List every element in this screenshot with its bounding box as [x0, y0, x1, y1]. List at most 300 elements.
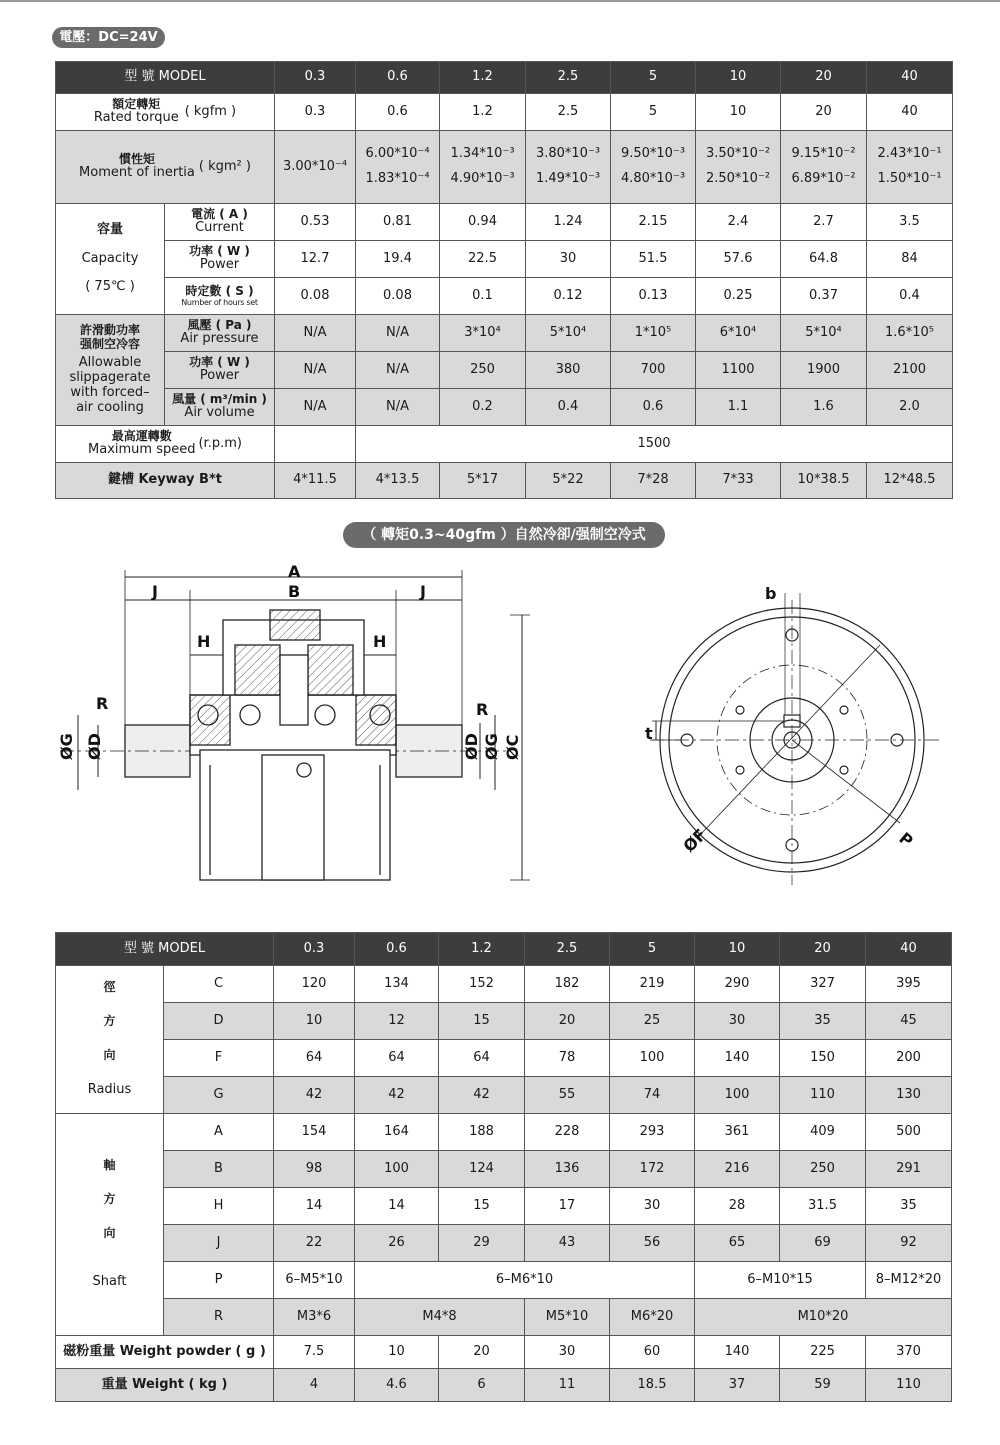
cell: 10*38.5	[781, 463, 867, 499]
dim-r-left: R	[96, 694, 109, 713]
cell: 42	[439, 1077, 525, 1114]
model-col: 1.2	[440, 62, 526, 94]
cell: M10*20	[695, 1299, 952, 1336]
model-col: 0.3	[274, 933, 355, 966]
cell: 154	[274, 1114, 355, 1151]
cell: 8–M12*20	[866, 1262, 952, 1299]
cell: 136	[525, 1151, 610, 1188]
voltage-badge: 電壓：DC=24V	[52, 27, 165, 48]
unit: ( kgm² )	[198, 158, 251, 174]
label-en: Rated torque	[93, 110, 179, 126]
spec-table	[55, 61, 953, 499]
cell: 1500	[356, 426, 953, 463]
cell: 5	[611, 94, 696, 131]
row-label: D	[164, 1003, 274, 1040]
label-en: Current	[195, 220, 244, 236]
label-cn: 方	[103, 1014, 116, 1029]
cell: 1*10⁵	[611, 315, 696, 352]
cooling-badge: （ 轉矩0.3~40gfm ）自然冷卻/强制空冷式	[343, 522, 665, 548]
cell: 57.6	[696, 241, 781, 278]
cell: 172	[610, 1151, 695, 1188]
label-cn: 慣性矩	[118, 151, 155, 166]
cell: 29	[439, 1225, 525, 1262]
label-en: Capacity	[81, 250, 139, 266]
cell: 15	[439, 1003, 525, 1040]
cell-empty	[275, 426, 356, 463]
unit: (r.p.m)	[198, 435, 242, 451]
top-rule	[0, 0, 1000, 2]
label-en: Shaft	[92, 1273, 127, 1289]
cell: 225	[780, 1336, 866, 1369]
cell: N/A	[275, 389, 356, 426]
keyway-row	[56, 463, 953, 499]
cell: 14	[355, 1188, 439, 1225]
label-en: Moment of inertia	[79, 165, 195, 181]
cell	[611, 131, 696, 204]
row-weight	[56, 1369, 952, 1402]
cell: 2.5	[526, 94, 611, 131]
cell: 64	[439, 1040, 525, 1077]
slippage-label	[56, 315, 165, 426]
cell: 15	[439, 1188, 525, 1225]
cell: 30	[610, 1188, 695, 1225]
cell: 17	[525, 1188, 610, 1225]
label-cn: 時定數 ( S )	[185, 283, 254, 298]
label-en: Radius	[87, 1081, 132, 1097]
cell: N/A	[275, 352, 356, 389]
cell: 0.1	[440, 278, 526, 315]
row-a	[56, 1114, 952, 1151]
cell: 64	[355, 1040, 439, 1077]
cell: 7*28	[611, 463, 696, 499]
cell: 100	[610, 1040, 695, 1077]
cell: 42	[355, 1077, 439, 1114]
dim-c: ØC	[503, 734, 522, 760]
capacity-label	[56, 204, 165, 315]
air-pressure-row	[56, 315, 953, 352]
keyway-label: 鍵槽 Keyway B*t	[56, 463, 275, 499]
label-cn: 功率 ( W )	[189, 354, 250, 369]
cell: 228	[525, 1114, 610, 1151]
cell: 2.15	[611, 204, 696, 241]
cell: 5*10⁴	[526, 315, 611, 352]
cell: 37	[695, 1369, 780, 1402]
weight-label: 重量 Weight ( kg )	[56, 1369, 274, 1402]
sub-label	[165, 204, 275, 241]
cell: 6–M6*10	[355, 1262, 695, 1299]
front-view-labels	[645, 584, 917, 856]
cell: 25	[610, 1003, 695, 1040]
cell: 152	[439, 966, 525, 1003]
cell: 164	[355, 1114, 439, 1151]
model-header-row	[56, 62, 953, 94]
row-j	[56, 1225, 952, 1262]
label-cn: 風量 ( m³/min )	[172, 391, 267, 406]
cell: 0.6	[356, 94, 440, 131]
dim-j-right: J	[420, 582, 426, 601]
value-line: 2.50*10⁻²	[705, 171, 771, 186]
cell: 20	[439, 1336, 525, 1369]
cell	[781, 131, 867, 204]
cell: 500	[866, 1114, 952, 1151]
value-line: 3.00*10⁻⁴	[282, 158, 348, 174]
cell: 0.2	[440, 389, 526, 426]
row-weight-powder	[56, 1336, 952, 1369]
value-line: 1.50*10⁻¹	[877, 171, 942, 186]
cell: 188	[439, 1114, 525, 1151]
label-cn: 電流 ( A )	[191, 206, 248, 221]
cell: M6*20	[610, 1299, 695, 1336]
cell: 22.5	[440, 241, 526, 278]
label-en: Number of hours set	[181, 298, 258, 308]
cell: 2.0	[867, 389, 953, 426]
cell: 30	[526, 241, 611, 278]
cell: 1.6*10⁵	[867, 315, 953, 352]
radius-group-label	[56, 966, 164, 1114]
cell: 28	[695, 1188, 780, 1225]
cell: 18.5	[610, 1369, 695, 1402]
max-speed-row	[56, 426, 953, 463]
cell: 0.94	[440, 204, 526, 241]
value-line: 6.89*10⁻²	[791, 171, 856, 186]
cell: 124	[439, 1151, 525, 1188]
label-en: Allowable	[78, 354, 142, 370]
cell: 134	[355, 966, 439, 1003]
cell: 0.53	[275, 204, 356, 241]
model-col: 2.5	[525, 933, 610, 966]
row-label: J	[164, 1225, 274, 1262]
label-cn: 許滑動功率	[79, 323, 140, 338]
cell: 361	[695, 1114, 780, 1151]
value-line: 2.43*10⁻¹	[877, 146, 942, 162]
cell: 60	[610, 1336, 695, 1369]
row-label: C	[164, 966, 274, 1003]
label-en: air cooling	[76, 399, 144, 415]
technical-drawing	[40, 555, 970, 900]
cell: 10	[274, 1003, 355, 1040]
sub-label	[165, 278, 275, 315]
cell: 130	[866, 1077, 952, 1114]
value-line: 9.50*10⁻³	[620, 146, 686, 162]
weight-powder-label: 磁粉重量 Weight powder ( g )	[56, 1336, 274, 1369]
cell: 291	[866, 1151, 952, 1188]
cell: 20	[781, 94, 867, 131]
cell: 0.6	[611, 389, 696, 426]
cell: N/A	[356, 315, 440, 352]
cell: 110	[780, 1077, 866, 1114]
label-en: with forced–	[70, 384, 150, 400]
cell: 5*22	[526, 463, 611, 499]
cell: 250	[780, 1151, 866, 1188]
rated-torque-row	[56, 94, 953, 131]
cell: 65	[695, 1225, 780, 1262]
cell: 5*17	[440, 463, 526, 499]
value-line: 4.80*10⁻³	[620, 171, 686, 186]
hours-row	[56, 278, 953, 315]
cell: 0.4	[867, 278, 953, 315]
label-cn: 方	[103, 1192, 116, 1207]
row-b	[56, 1151, 952, 1188]
cell: 35	[866, 1188, 952, 1225]
row-label: B	[164, 1151, 274, 1188]
cell: 42	[274, 1077, 355, 1114]
cell: 98	[274, 1151, 355, 1188]
value-line: 1.49*10⁻³	[535, 171, 601, 186]
sub-label	[165, 389, 275, 426]
cell: 216	[695, 1151, 780, 1188]
cell: 409	[780, 1114, 866, 1151]
cell: 84	[867, 241, 953, 278]
model-col: 20	[781, 62, 867, 94]
cell: 4*11.5	[275, 463, 356, 499]
row-label: F	[164, 1040, 274, 1077]
cell	[356, 131, 440, 204]
dim-h-left: H	[197, 632, 211, 651]
cell: 69	[780, 1225, 866, 1262]
cell: 1.6	[781, 389, 867, 426]
row-g	[56, 1077, 952, 1114]
cell: 19.4	[356, 241, 440, 278]
value-line: 1.34*10⁻³	[450, 146, 515, 162]
cell	[275, 131, 356, 204]
sub-label	[165, 241, 275, 278]
dim-g-right: ØG	[482, 733, 501, 760]
cell	[696, 131, 781, 204]
cell	[526, 131, 611, 204]
dim-j-left: J	[152, 582, 158, 601]
model-col: 40	[866, 933, 952, 966]
cell: 2.7	[781, 204, 867, 241]
label-cn: 最高運轉數	[111, 428, 172, 443]
cell: M5*10	[525, 1299, 610, 1336]
cell: 35	[780, 1003, 866, 1040]
cell	[867, 131, 953, 204]
cell: 12	[355, 1003, 439, 1040]
row-label: H	[164, 1188, 274, 1225]
cell: 4*13.5	[356, 463, 440, 499]
side-view	[60, 570, 530, 880]
cell: 55	[525, 1077, 610, 1114]
cell: 250	[440, 352, 526, 389]
cell: 0.81	[356, 204, 440, 241]
dim-p: P	[895, 828, 917, 851]
dim-t: t	[645, 724, 653, 743]
label-cn: 徑	[103, 980, 116, 995]
dim-a: A	[288, 562, 301, 581]
rated-torque-label	[56, 94, 275, 131]
label-cn: 向	[103, 1225, 116, 1240]
cell: 4.6	[355, 1369, 439, 1402]
cell: 0.3	[275, 94, 356, 131]
cell: 140	[695, 1336, 780, 1369]
cell: 1.2	[440, 94, 526, 131]
row-p	[56, 1262, 952, 1299]
cell: 92	[866, 1225, 952, 1262]
cell: M4*8	[355, 1299, 525, 1336]
dim-b-small: b	[765, 584, 777, 603]
cell: 22	[274, 1225, 355, 1262]
dim-r-right: R	[476, 700, 489, 719]
value-line: 1.83*10⁻⁴	[365, 171, 430, 186]
model-col: 1.2	[439, 933, 525, 966]
cell: 3*10⁴	[440, 315, 526, 352]
inertia-label	[56, 131, 275, 204]
model-col: 0.3	[275, 62, 356, 94]
cell: 10	[355, 1336, 439, 1369]
label-cn: 額定轉矩	[112, 96, 161, 111]
label-cn: 容量	[96, 221, 123, 237]
label-en: Maximum speed	[88, 442, 196, 458]
cell: M3*6	[274, 1299, 355, 1336]
row-d	[56, 1003, 952, 1040]
cell: N/A	[356, 389, 440, 426]
value-line: 3.80*10⁻³	[535, 146, 601, 162]
model-col: 2.5	[526, 62, 611, 94]
cell: 1.1	[696, 389, 781, 426]
dim-h-right: H	[373, 632, 387, 651]
model-col: 10	[695, 933, 780, 966]
model-col: 20	[780, 933, 866, 966]
cell: 6–M10*15	[695, 1262, 866, 1299]
cell: 380	[526, 352, 611, 389]
cell: 182	[525, 966, 610, 1003]
model-col: 5	[611, 62, 696, 94]
air-volume-row	[56, 389, 953, 426]
dim-d-right: ØD	[462, 733, 481, 760]
model-col: 5	[610, 933, 695, 966]
cell: 100	[355, 1151, 439, 1188]
cell: 219	[610, 966, 695, 1003]
value-line: 6.00*10⁻⁴	[365, 146, 430, 162]
cell: 12*48.5	[867, 463, 953, 499]
row-h	[56, 1188, 952, 1225]
model-header-row	[56, 933, 952, 966]
cell: 327	[780, 966, 866, 1003]
row-label: G	[164, 1077, 274, 1114]
power-row	[56, 241, 953, 278]
cell: 43	[525, 1225, 610, 1262]
cell: 395	[866, 966, 952, 1003]
model-col: 10	[696, 62, 781, 94]
cell: N/A	[356, 352, 440, 389]
cell: 370	[866, 1336, 952, 1369]
model-header: 型 號 MODEL	[56, 62, 275, 94]
cell: 6–M5*10	[274, 1262, 355, 1299]
cell: 26	[355, 1225, 439, 1262]
cell: 64.8	[781, 241, 867, 278]
cell: 150	[780, 1040, 866, 1077]
model-header: 型 號 MODEL	[56, 933, 274, 966]
label-temp: ( 75℃ )	[85, 279, 135, 295]
cell: 6	[439, 1369, 525, 1402]
cell: N/A	[275, 315, 356, 352]
cell: 0.12	[526, 278, 611, 315]
cell: 7.5	[274, 1336, 355, 1369]
label-cn: 强制空冷容	[79, 337, 140, 352]
cell: 3.5	[867, 204, 953, 241]
dim-d-left: ØD	[85, 733, 104, 760]
cell: 0.4	[526, 389, 611, 426]
model-col: 0.6	[356, 62, 440, 94]
shaft-group-label	[56, 1114, 164, 1336]
inertia-row	[56, 131, 953, 204]
label-en: Air volume	[184, 405, 255, 421]
cell: 4	[274, 1369, 355, 1402]
cell: 7*33	[696, 463, 781, 499]
cell: 51.5	[611, 241, 696, 278]
cell: 100	[695, 1077, 780, 1114]
max-speed-label	[56, 426, 275, 463]
cell: 30	[525, 1336, 610, 1369]
current-row	[56, 204, 953, 241]
label-cn: 軸	[103, 1158, 116, 1173]
cell: 0.37	[781, 278, 867, 315]
cell: 10	[696, 94, 781, 131]
label-cn: 風壓 ( Pa )	[187, 317, 252, 332]
cell: 1900	[781, 352, 867, 389]
dim-f: ØF	[679, 825, 711, 856]
cell: 140	[695, 1040, 780, 1077]
dim-b: B	[288, 582, 301, 601]
cell: 293	[610, 1114, 695, 1151]
row-f	[56, 1040, 952, 1077]
cell: 30	[695, 1003, 780, 1040]
cell: 0.13	[611, 278, 696, 315]
cell: 290	[695, 966, 780, 1003]
cell: 0.25	[696, 278, 781, 315]
cell: 700	[611, 352, 696, 389]
value-line: 4.90*10⁻³	[450, 171, 515, 186]
cell: 110	[866, 1369, 952, 1402]
value-line: 3.50*10⁻²	[705, 146, 771, 162]
cell: 200	[866, 1040, 952, 1077]
label-en: Air pressure	[180, 331, 259, 347]
cell: 120	[274, 966, 355, 1003]
label-en: slippagerate	[69, 369, 151, 385]
cell: 64	[274, 1040, 355, 1077]
label-en: Power	[199, 368, 240, 384]
cell: 40	[867, 94, 953, 131]
cell: 20	[525, 1003, 610, 1040]
cell: 12.7	[275, 241, 356, 278]
cell: 5*10⁴	[781, 315, 867, 352]
cell: 31.5	[780, 1188, 866, 1225]
unit: ( kgfm )	[184, 103, 237, 119]
slip-power-row	[56, 352, 953, 389]
model-col: 0.6	[355, 933, 439, 966]
label-cn: 功率 ( W )	[189, 243, 250, 258]
cell: 59	[780, 1369, 866, 1402]
dim-g-left: ØG	[57, 733, 76, 760]
cell: 0.08	[356, 278, 440, 315]
row-label: P	[164, 1262, 274, 1299]
sub-label	[165, 315, 275, 352]
cell: 0.08	[275, 278, 356, 315]
sub-label	[165, 352, 275, 389]
label-cn: 向	[103, 1047, 116, 1062]
model-col: 40	[867, 62, 953, 94]
row-label: R	[164, 1299, 274, 1336]
row-r	[56, 1299, 952, 1336]
cell: 11	[525, 1369, 610, 1402]
cell: 45	[866, 1003, 952, 1040]
cell: 2100	[867, 352, 953, 389]
row-c	[56, 966, 952, 1003]
value-line: 9.15*10⁻²	[791, 146, 856, 162]
cell: 6*10⁴	[696, 315, 781, 352]
cell: 1100	[696, 352, 781, 389]
cell: 78	[525, 1040, 610, 1077]
